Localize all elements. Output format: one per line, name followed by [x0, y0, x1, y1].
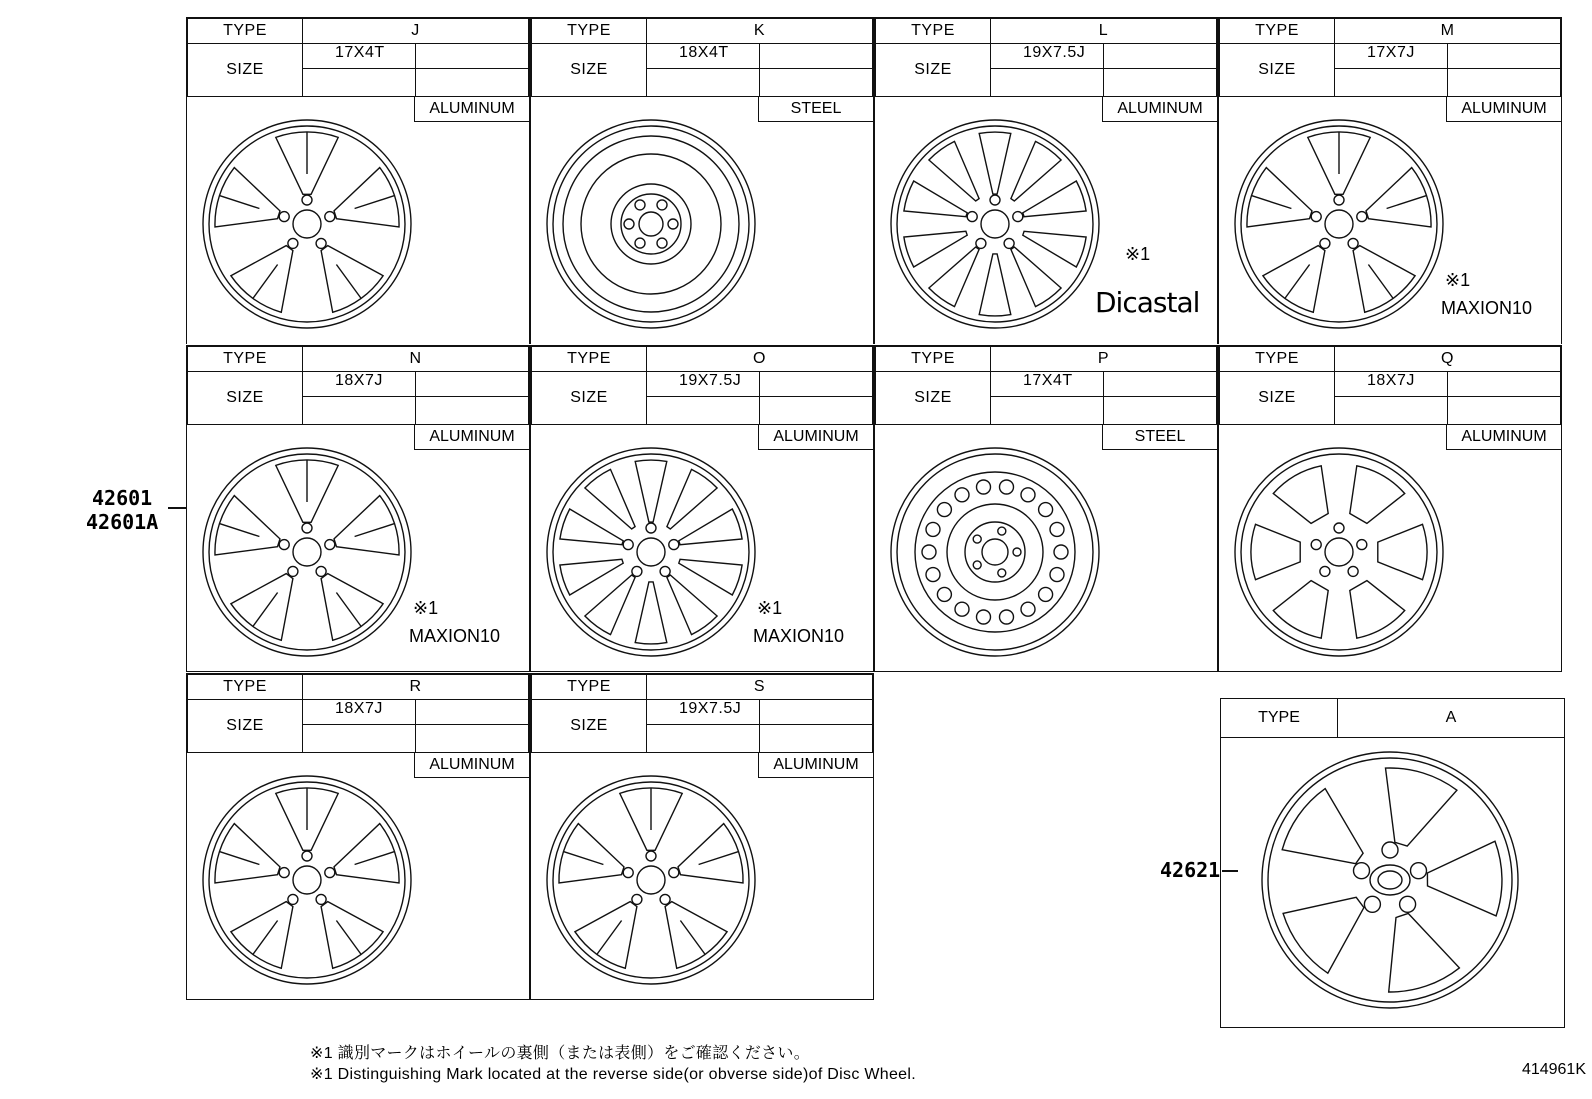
- material-label: ALUMINUM: [758, 752, 873, 778]
- type-label: TYPE: [188, 347, 303, 372]
- type-value: Q: [1335, 347, 1561, 372]
- mark-note: ※1: [413, 598, 439, 618]
- size-label: SIZE: [1220, 372, 1335, 425]
- type-value: O: [647, 347, 873, 372]
- part-number-42621: 42621: [1160, 858, 1221, 882]
- type-label: TYPE: [532, 347, 647, 372]
- size-value: 17X4T: [303, 44, 416, 69]
- size-value: 18X7J: [303, 372, 416, 397]
- type-value: S: [647, 675, 873, 700]
- brand-mark: Dicastal: [1095, 286, 1200, 319]
- leader-line: [1222, 870, 1238, 872]
- wheel-cell-s: [530, 673, 874, 1000]
- brand-mark: MAXION10: [1441, 298, 1533, 318]
- size-value: 18X7J: [1335, 372, 1448, 397]
- type-value: J: [303, 19, 529, 44]
- wheel-cell-l: [874, 17, 1218, 344]
- wheel-drawing-p: [885, 442, 1105, 662]
- material-label: ALUMINUM: [758, 424, 873, 450]
- wheel-drawing-n: [197, 442, 417, 662]
- type-label: TYPE: [1220, 347, 1335, 372]
- material-label: ALUMINUM: [414, 96, 529, 122]
- wheel-drawing-m: [1229, 114, 1449, 334]
- type-label: TYPE: [876, 19, 991, 44]
- size-value: 19X7.5J: [647, 372, 760, 397]
- type-value: K: [647, 19, 873, 44]
- size-value: 17X7J: [1335, 44, 1448, 69]
- size-label: SIZE: [188, 372, 303, 425]
- part-number-42601a: 42601A: [86, 510, 159, 534]
- type-label: TYPE: [532, 675, 647, 700]
- size-label: SIZE: [1220, 44, 1335, 97]
- footnote-jp: ※1 識別マークはホイールの裏側（または表側）をご確認ください。: [310, 1045, 811, 1062]
- type-label: TYPE: [532, 19, 647, 44]
- wheel-drawing-o: [541, 442, 761, 662]
- wheel-drawing-q: [1229, 442, 1449, 662]
- mark-note: ※1: [1445, 270, 1471, 290]
- wheel-cell-q: [1218, 345, 1562, 672]
- type-value: M: [1335, 19, 1561, 44]
- size-value: 19X7.5J: [991, 44, 1104, 69]
- size-value: 18X4T: [647, 44, 760, 69]
- mark-note: ※1: [1125, 244, 1151, 264]
- part-number-42601: 42601: [92, 486, 153, 510]
- size-label: SIZE: [876, 372, 991, 425]
- type-label: TYPE: [1220, 19, 1335, 44]
- material-label: ALUMINUM: [414, 752, 529, 778]
- hubcap-drawing: [1255, 745, 1525, 1015]
- type-value: L: [991, 19, 1217, 44]
- size-value: 19X7.5J: [647, 700, 760, 725]
- material-label: ALUMINUM: [1102, 96, 1217, 122]
- wheel-drawing-j: [197, 114, 417, 334]
- material-label: STEEL: [1102, 424, 1217, 450]
- wheel-cell-r: [186, 673, 530, 1000]
- type-label: TYPE: [188, 675, 303, 700]
- wheel-cell-m: [1218, 17, 1562, 344]
- type-label: TYPE: [1221, 699, 1338, 738]
- size-label: SIZE: [188, 700, 303, 753]
- size-label: SIZE: [532, 700, 647, 753]
- brand-mark: MAXION10: [409, 626, 501, 646]
- wheel-drawing-l: [885, 114, 1105, 334]
- brand-mark: MAXION10: [753, 626, 845, 646]
- leader-line: [168, 507, 186, 509]
- footnote-en: ※1 Distinguishing Mark located at the reverse side(or obverse side)of Disc Wheel.: [310, 1066, 916, 1083]
- type-value: N: [303, 347, 529, 372]
- size-label: SIZE: [532, 44, 647, 97]
- wheel-cell-k: [530, 17, 874, 344]
- wheel-cell-p: [874, 345, 1218, 672]
- type-value: A: [1338, 699, 1565, 738]
- type-label: TYPE: [876, 347, 991, 372]
- size-value: 17X4T: [991, 372, 1104, 397]
- mark-note: ※1: [757, 598, 783, 618]
- material-label: ALUMINUM: [1446, 96, 1561, 122]
- size-label: SIZE: [188, 44, 303, 97]
- type-value: R: [303, 675, 529, 700]
- material-label: STEEL: [758, 96, 873, 122]
- wheel-drawing-r: [197, 770, 417, 990]
- size-label: SIZE: [876, 44, 991, 97]
- diagram-id: 414961K: [1521, 1061, 1586, 1078]
- hubcap-cell: [1220, 698, 1565, 1028]
- size-label: SIZE: [532, 372, 647, 425]
- wheel-cell-n: [186, 345, 530, 672]
- material-label: ALUMINUM: [414, 424, 529, 450]
- wheel-drawing-s: [541, 770, 761, 990]
- material-label: ALUMINUM: [1446, 424, 1561, 450]
- size-value: 18X7J: [303, 700, 416, 725]
- type-label: TYPE: [188, 19, 303, 44]
- wheel-cell-j: [186, 17, 530, 344]
- wheel-cell-o: [530, 345, 874, 672]
- type-value: P: [991, 347, 1217, 372]
- wheel-drawing-k: [541, 114, 761, 334]
